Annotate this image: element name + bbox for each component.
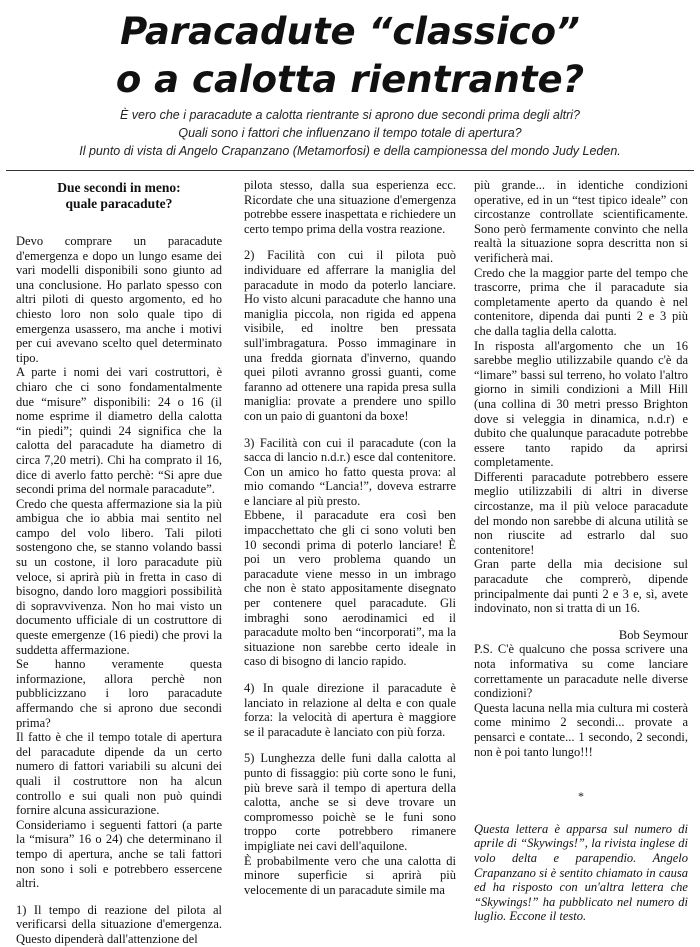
paragraph: Devo comprare un paracadute d'emergenza e dopo un lungo esame dei vari modelli disponibili sono giunto ad una conclusione. Ho parlato spesso con altri piloti di questo argomento, ed ho chiesto loro non solo quale tipo di emergenza usassero, ma anche i motivi per cui avevano scelto quel determinato tipo.: [16, 234, 222, 365]
paragraph: 1) Il tempo di reazione del pilota al verificarsi della situazione d'emergenza. Questo dipenderà dall'attenzione del: [16, 902, 222, 946]
title-line-2: o a calotta rientrante?: [115, 58, 585, 101]
column-1: [16, 178, 222, 946]
subtitle-line: Il punto di vista di Angelo Crapanzano (Metamorfosi) e della campionessa del mondo Judy Leden.: [79, 144, 621, 158]
subtitle-line: È vero che i paracadute a calotta rientrante si aprono due secondi prima degli altri?: [120, 108, 580, 122]
section-heading: [16, 180, 222, 212]
paragraph: Credo che questa affermazione sia la più ambigua che io abbia mai sentito nel campo del volo libero. Tali piloti sostengono che, se stanno volando bassi su un costone, il loro paracadute più veloce, si aprirà più in fretta in caso di bisogno, dando loro maggiori possibilità di sopravvivenza. Non ho mai visto un documento ufficiale di un costruttore di queste emergenze (16 piedi) che provi la suddetta affermazione.: [16, 496, 222, 657]
paragraph: 2) Facilità con cui il pilota può individuare ed afferrare la maniglia del paracadute in modo da poterlo lanciare. Ho visto alcuni paracadute che hanno una maniglia piccola, non rigida ed appena visibile, ed inoltre ben pressata sull'imbragatura. Posso immaginare in una fredda giornata d'inverno, quando quei piloti avranno grossi guanti, come faranno ad ottenere una rapida presa sulla maniglia: provate a prendere uno spillo con un paio di guantoni da boxe!: [244, 248, 456, 423]
paragraph: In risposta all'argomento che un 16 sarebbe meglio utilizzabile quando c'è da “limare” bassi sul terreno, ho volato l'altro giorno in simili condizioni a Mill Hill (una collina di 30 metri presso Brighton dove si veleggia in dinamica, n.d.r) e dubito che qualunque paracadute potrebbe essere tanto rapido da aprirsi completamente.: [474, 338, 688, 470]
paragraph: 4) In quale direzione il paracadute è lanciato in relazione al delta e con quale forza: la velocità di apertura è maggiore se il paracadute è lanciato con più forza.: [244, 681, 456, 739]
postscript: P.S. C'è qualcuno che possa scrivere una nota informativa su come lanciare correttamente un paracadute nelle diverse condizioni?: [474, 642, 688, 701]
article-title: [0, 8, 700, 104]
paragraph: più grande... in identiche condizioni operative, ed in un “test tipico ideale” con circostanze controllate scientificamente. Sono però fermamente convinto che nella realtà la situazione sopra descritta non si verificherà mai.: [474, 178, 688, 265]
paragraph: Consideriamo i seguenti fattori (a parte la “misura” 16 o 24) che determinano il tempo di apertura, anche se tali fattori non sono i soli e potrebbero essercene altri.: [16, 817, 222, 891]
title-line-1: Paracadute “classico”: [120, 10, 580, 53]
subtitle-line: Quali sono i fattori che influenzano il tempo totale di apertura?: [178, 126, 522, 140]
separator-star: *: [578, 789, 584, 804]
paragraph: A parte i nomi dei vari costruttori, è chiaro che ci sono fondamentalmente due “misure” disponibili: 24 o 16 (il nome esprime il diametro della calotta “in piedi”; quindi 24 significa che la calotta del paracadute ha diametro di circa 7,20 metri). Chi ha comprato il 16, dice di averlo fatto perchè: “Si apre due secondi prima del normale paracadute”.: [16, 365, 222, 497]
article-subtitle: [0, 106, 700, 160]
paragraph: Differenti paracadute potrebbero essere meglio utilizzabili di altri in diverse circostanze, ma il più veloce paracadute del mondo non sarebbe di alcuna utilità se non riuscite ad estrarlo dal suo contenitore!: [474, 469, 688, 557]
paragraph: Se hanno veramente questa informazione, allora perchè non pubblicizzano i loro paracadute affermando che si aprono due secondi prima?: [16, 657, 222, 730]
heading-line-1: Due secondi in meno:: [57, 180, 181, 195]
paragraph: Credo che la maggior parte del tempo che trascorre, prima che il paracadute sia completamente aperto da quando è nel contenitore, dipenda dai punti 2 e 3 più che dalla taglia della calotta.: [474, 265, 688, 338]
paragraph: Gran parte della mia decisione sul paracadute che comprerò, dipende principalmente dai punti 2 e 3 e, sì, avete indovinato, non si tratta di un 16.: [474, 557, 688, 616]
heading-line-2: quale paracadute?: [65, 196, 173, 211]
paragraph: 3) Facilità con cui il paracadute (con la sacca di lancio n.d.r.) esce dal contenitore. Con un amico ho fatto questa prova: al mio comando “Lancia!”, doveva estrarre e lanciare al più presto.: [244, 435, 456, 508]
header-divider: [6, 170, 694, 171]
paragraph: Ebbene, il paracadute era così ben impacchettato che gli ci sono voluti ben 10 secondi prima di poterlo lanciare! È poi un vero problema quando un paracadute viene messo in un imbrago che non è stato appositamente disegnato per contenere quel paracadute. Gli imbraghi sono aerodinamici ed il paracadute molto ben “incorporati”, ma la situazione non sarebbe certo ideale in caso di bisogno di lancio rapido.: [244, 508, 456, 669]
paragraph: 5) Lunghezza delle funi dalla calotta al punto di fissaggio: più corte sono le funi, più breve sarà il tempo di apertura della calotta, anche se si deve trovare un compromesso poichè se le funi sono troppo corte potrebbero rimanere impigliate nei cavi dell'aquilone.: [244, 751, 456, 853]
signature: Bob Seymour: [618, 627, 688, 642]
postscript: Questa lacuna nella mia cultura mi costerà come minimo 2 secondi... provate a pensarci e contate... 1 secondo, 2 secondi, non è poi tanto lungo!!!: [474, 700, 688, 759]
paragraph: pilota stesso, dalla sua esperienza ecc. Ricordate che una situazione d'emergenza potrebbe essere inaspettata e richiedere un certo tempo prima della vostra reazione.: [244, 178, 456, 236]
column-2: [244, 178, 456, 938]
column-3: [474, 178, 688, 938]
paragraph: Il fatto è che il tempo totale di apertura del paracadute dipende da un certo numero di fattori variabili su alcuni dei quali il costruttore non ha alcun controllo e sui quali non può quindi fornire alcuna assicurazione.: [16, 730, 222, 818]
editor-note: Questa lettera è apparsa sul numero di aprile di “Skywings!”, la rivista inglese di volo delta e parapendio. Angelo Crapanzano si è sentito chiamato in causa ed ha risposto con un'altra lettera che “Skywings!” ha pubblicato nel numero di luglio. Eccone il testo.: [474, 821, 688, 924]
paragraph: È probabilmente vero che una calotta di minore superficie si aprirà più velocemente di un paracadute simile ma: [244, 853, 456, 897]
